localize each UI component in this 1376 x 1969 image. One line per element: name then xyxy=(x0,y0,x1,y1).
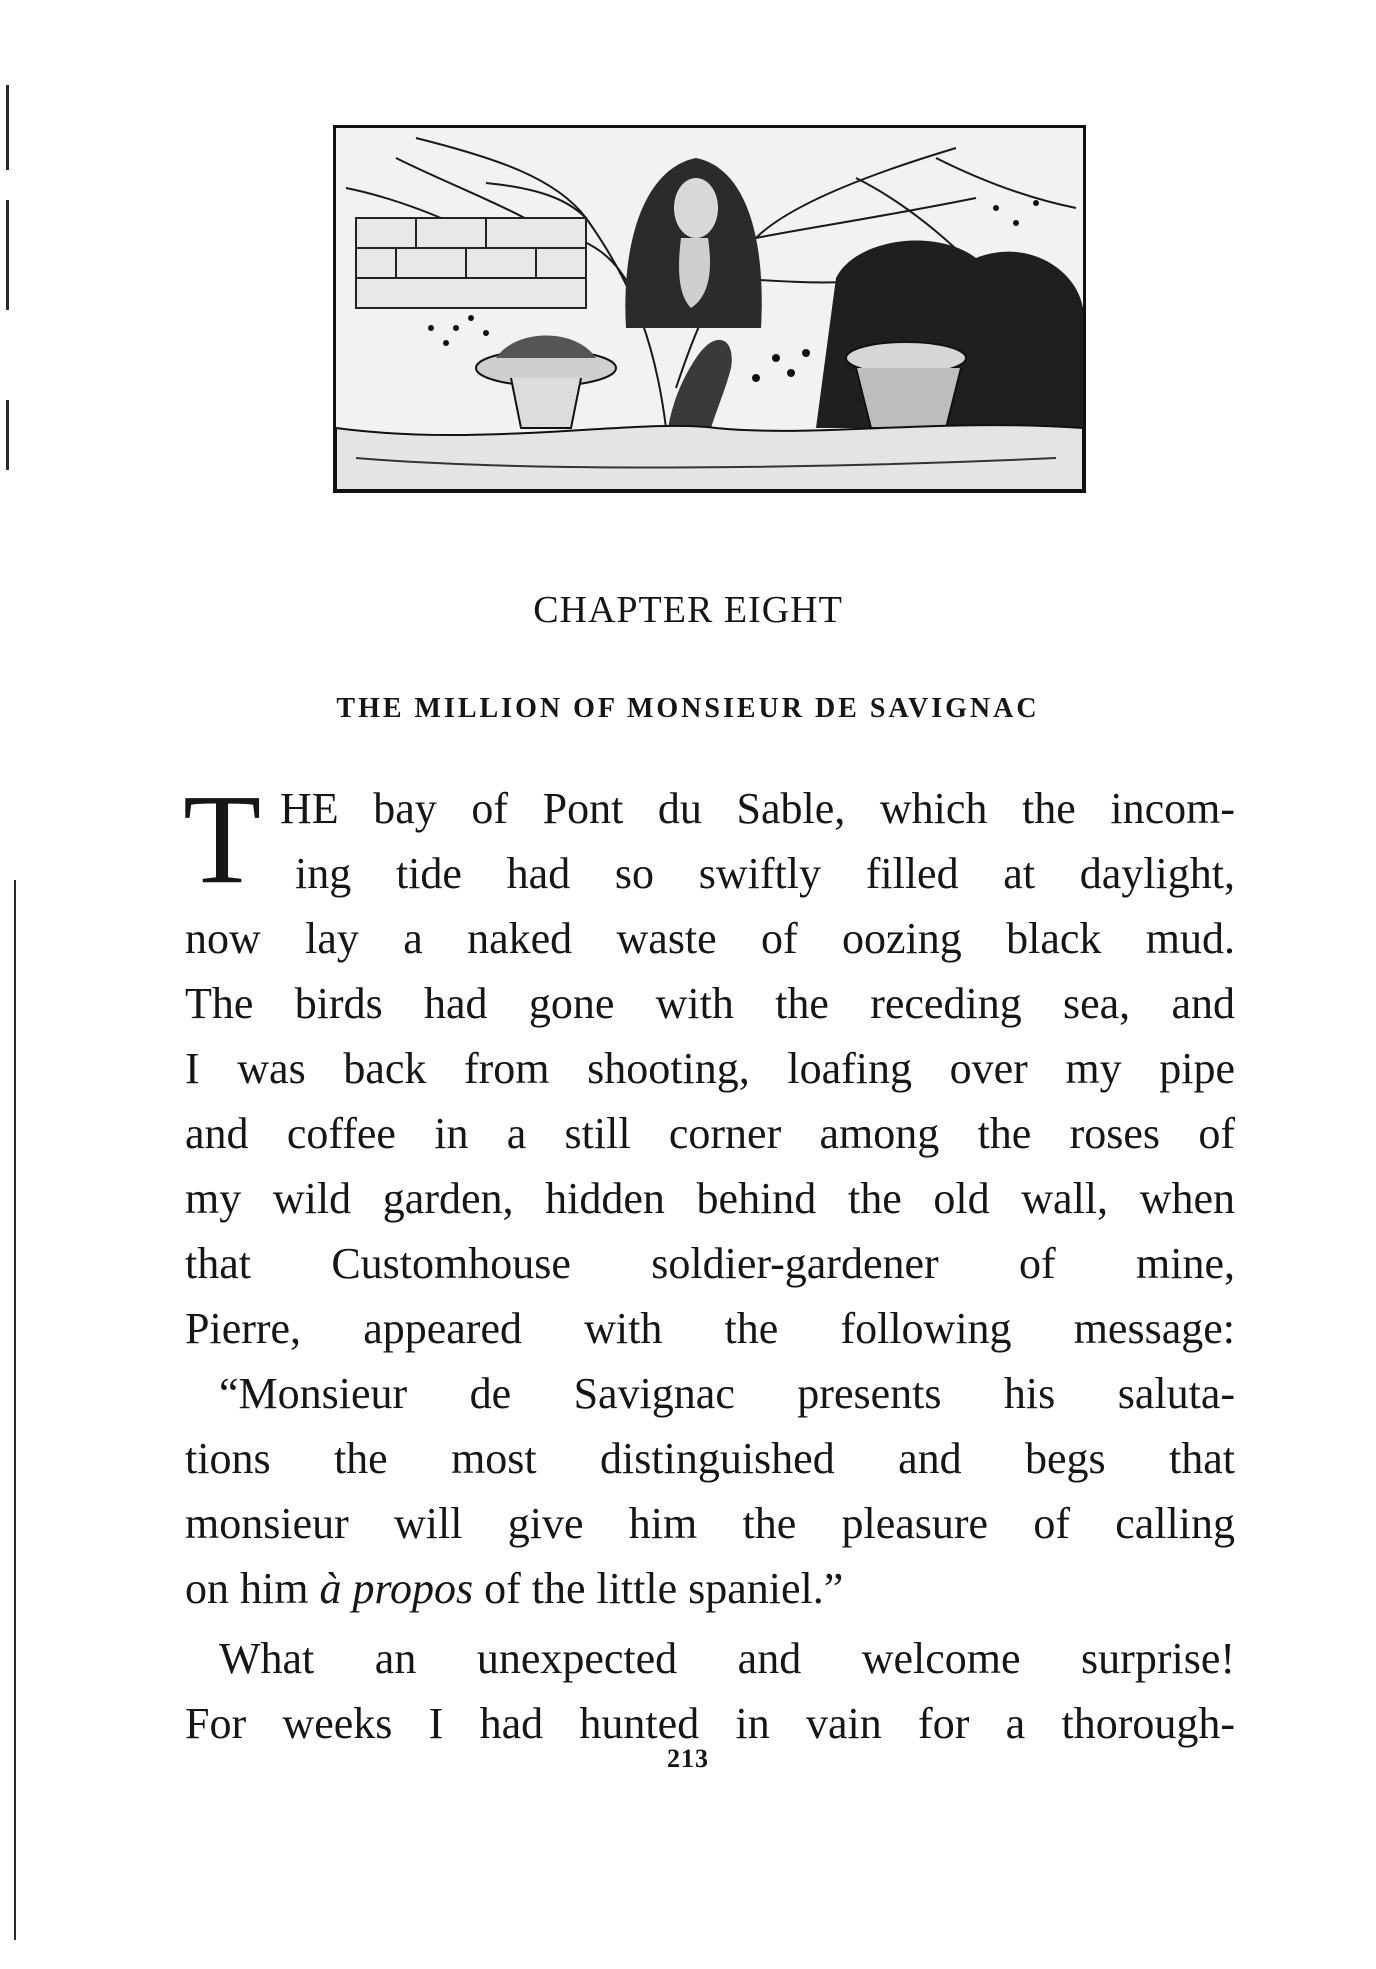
text-span: of the little spaniel.” xyxy=(473,1564,844,1613)
chapter-illustration xyxy=(333,125,1086,493)
text-line: I was back from shooting, loafing over my pipe xyxy=(185,1044,1235,1093)
text-line: that Customhouse soldier-gardener of mine, xyxy=(185,1239,1235,1288)
paragraph-2 xyxy=(185,1361,1235,1621)
text-line: tions the most distinguished and begs that xyxy=(185,1434,1235,1483)
text-line: monsieur will give him the pleasure of calling xyxy=(185,1499,1235,1548)
paragraph-3 xyxy=(185,1626,1235,1756)
italic-phrase: à propos xyxy=(319,1564,474,1613)
text-line xyxy=(185,1556,1235,1621)
page-number: 213 xyxy=(667,1744,709,1773)
paragraph-1 xyxy=(183,768,1235,1361)
drop-cap: T xyxy=(183,768,262,910)
text-span: on him xyxy=(185,1564,320,1613)
text-line: “Monsieur de Savignac presents his saluta- xyxy=(219,1369,1235,1418)
scan-edge-mark xyxy=(6,200,9,310)
scan-edge-mark xyxy=(6,85,9,170)
text-line: For weeks I had hunted in vain for a thorough- xyxy=(185,1699,1235,1748)
garden-illustration-icon xyxy=(336,128,1083,490)
text-line: and coffee in a still corner among the roses of xyxy=(185,1109,1235,1158)
text-line: my wild garden, hidden behind the old wall, when xyxy=(185,1174,1235,1223)
text-line: The birds had gone with the receding sea, and xyxy=(185,979,1235,1028)
text-line: ing tide had so swiftly filled at daylight, xyxy=(295,849,1235,898)
text-line: HE bay of Pont du Sable, which the incom- xyxy=(280,784,1235,833)
text-line: now lay a naked waste of oozing black mud. xyxy=(185,914,1235,963)
text-line: What an unexpected and welcome surprise! xyxy=(219,1634,1235,1683)
scan-edge-mark xyxy=(6,400,9,470)
text-line: Pierre, appeared with the following message: xyxy=(185,1304,1235,1353)
chapter-heading: CHAPTER EIGHT xyxy=(533,589,843,631)
chapter-subtitle: THE MILLION OF MONSIEUR DE SAVIGNAC xyxy=(336,693,1040,724)
scan-edge-mark xyxy=(14,880,16,1940)
